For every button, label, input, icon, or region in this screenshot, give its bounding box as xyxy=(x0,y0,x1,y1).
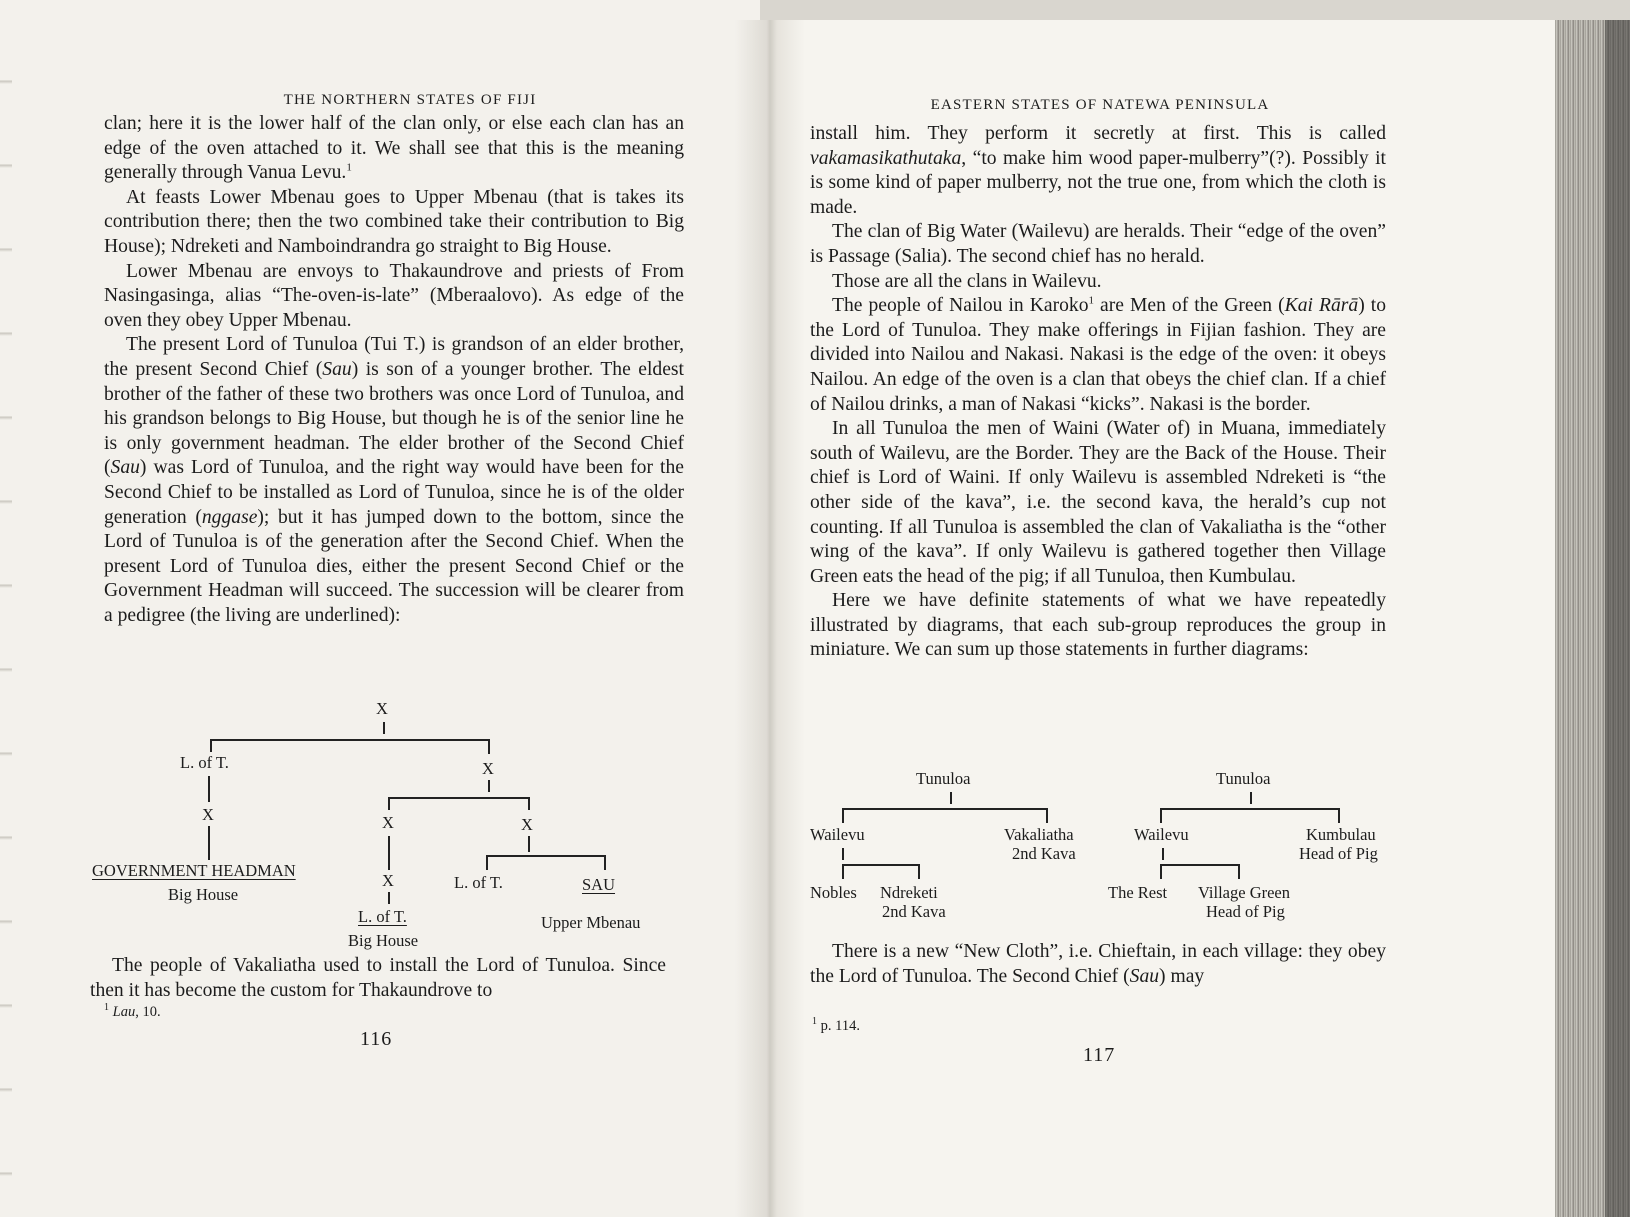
left-text-column-bottom xyxy=(90,954,666,1003)
right-p7-b: ) may xyxy=(1159,965,1205,987)
diagram-a-line xyxy=(950,792,952,804)
right-paragraph-4 xyxy=(810,294,1386,417)
left-running-head: THE NORTHERN STATES OF FIJI xyxy=(283,92,537,108)
pedigree-line xyxy=(208,776,210,802)
right-p4-kai-rara: Kai Rārā xyxy=(1284,295,1359,317)
right-footnote-mark: 1 xyxy=(812,1016,817,1028)
right-paragraph-2: The clan of Big Water (Wailevu) are heralds. Their “edge of the oven” is Passage (Salia). The second chief has no herald. xyxy=(810,221,1386,267)
left-paragraph-2: At feasts Lower Mbenau goes to Upper Mbenau (that is takes its contribution there; then the two combined take their contribution to Big House); Ndreketi and Namboindrandra go straight to Big House. xyxy=(104,186,684,257)
diagram-b-line xyxy=(1162,848,1164,860)
pedigree-line xyxy=(210,739,490,741)
pedigree-x-right-1: X xyxy=(482,759,494,778)
diagram-a-line xyxy=(842,865,844,879)
left-paragraph-4 xyxy=(104,333,684,628)
right-p4-a: The people of Nailou in Karoko xyxy=(832,295,1089,317)
diagram-b-line xyxy=(1160,809,1162,823)
pedigree-line xyxy=(388,798,390,810)
diagram-a-line xyxy=(842,808,1048,810)
left-p4-sau-2: Sau xyxy=(110,457,140,479)
left-footnote-ref: Lau xyxy=(112,1004,136,1020)
page-edges-shadow xyxy=(1605,20,1630,1217)
pedigree-sau-upper-mbenau: Upper Mbenau xyxy=(541,913,641,932)
pedigree-line xyxy=(388,797,530,799)
right-text-column xyxy=(810,122,1386,663)
diagram-a-top: Tunuloa xyxy=(916,769,971,788)
left-p4-sau-1: Sau xyxy=(322,358,352,380)
pedigree-top-x: X xyxy=(376,699,388,718)
right-p1-a: install him. They perform it secretly at first. This is called xyxy=(810,123,1386,144)
diagram-b-right-sub: Head of Pig xyxy=(1299,844,1378,863)
diagram-a-left: Wailevu xyxy=(810,825,865,844)
pedigree-x-left-2: X xyxy=(202,805,214,824)
diagram-a-line xyxy=(918,865,920,879)
right-footnote xyxy=(812,1018,860,1035)
diagram-a-bottom-left: Nobles xyxy=(810,883,857,902)
book-gutter xyxy=(735,20,805,1217)
pedigree-x-mid: X xyxy=(382,813,394,832)
left-p1-text: clan; here it is the lower half of the clan only, or else each clan has an edge of the oven attached to it. We shall see that this is the meaning generally through Vanua Levu. xyxy=(104,113,684,184)
left-p4-a: The present Lord of Tunuloa (Tui T.) is grandson of an elder brother, the present Second Chief ( xyxy=(104,334,684,380)
pedigree-x-right-2: X xyxy=(521,815,533,834)
right-paragraph-7 xyxy=(810,940,1386,989)
right-p4-b: are Men of the Green ( xyxy=(1094,295,1285,317)
right-paragraph-5: In all Tunuloa the men of Waini (Water of) in Muana, immediately south of Wailevu, are the Border. They are the Back of the House. Their chief is Lord of Waini. If only Wailevu is assembled Ndreketi is “the other side of the kava”, i.e. the second kava, the herald’s cup not counting. If all Tunuloa is assembled the clan of Vakaliatha is the “other wing of the kava”. If only Wailevu is gathered together then Village Green eats the head of the pig; if all Tunuloa, then Kumbulau. xyxy=(810,418,1386,587)
right-p1-b: , “to make him wood paper-mulberry”(?). Possibly it is some kind of paper mulberry, not the true one, from which the cloth is made. xyxy=(810,147,1386,218)
right-p1-word: vakamasikathutaka xyxy=(810,147,962,169)
diagram-b-left: Wailevu xyxy=(1134,825,1189,844)
diagram-a-bottom-right: Ndreketi xyxy=(880,883,938,902)
diagram-b-line xyxy=(1160,808,1340,810)
right-paragraph-1 xyxy=(810,122,1386,220)
diagram-b-line xyxy=(1238,865,1240,879)
diagram-b-right: Kumbulau xyxy=(1306,825,1376,844)
right-paragraph-3: Those are all the clans in Wailevu. xyxy=(832,270,1102,292)
left-p4-b: ) is son of a younger brother. The eldest brother of the father of these two brothers was once Lord of Tunuloa, and his grandson belongs to Big House, but though he is of the senior line he is only government headman. The elder brother of the Second Chief ( xyxy=(104,358,684,479)
diagram-b-line xyxy=(1160,864,1240,866)
pedigree-line xyxy=(528,798,530,810)
pedigree-line xyxy=(486,855,606,857)
pedigree-line xyxy=(488,740,490,754)
pedigree-gov-big-house: Big House xyxy=(168,885,239,904)
right-page-number: 117 xyxy=(1083,1044,1116,1066)
pedigree-line xyxy=(210,740,212,752)
right-p4-c: ) to the Lord of Tunuloa. They make offerings in Fijian fashion. They are divided into Nailou and Nakasi. Nakasi is the edge of the oven: it obeys Nailou. An edge of the oven is a clan that obeys the chief clan. If a chief of Nailou drinks, a man of Nakasi “kicks”. Nakasi is the border. xyxy=(810,295,1386,415)
pedigree-line xyxy=(604,856,606,870)
diagram-a-bottom-right-sub: 2nd Kava xyxy=(882,902,946,921)
left-p1-note: 1 xyxy=(346,161,352,174)
pedigree-sau: SAU xyxy=(582,875,616,894)
diagram-b-bottom-right-sub: Head of Pig xyxy=(1206,902,1285,921)
diagram-b-bottom-left: The Rest xyxy=(1108,883,1168,902)
diagram-a-right: Vakaliatha xyxy=(1004,825,1074,844)
pedigree-lord-big-house: Big House xyxy=(348,931,419,950)
pedigree-line xyxy=(388,836,390,870)
diagram-a-line xyxy=(1046,809,1048,823)
right-p4-note: 1 xyxy=(1088,294,1094,307)
pedigree-line xyxy=(528,836,530,852)
pedigree-line xyxy=(208,826,210,860)
pedigree-lord-3: L. of T. xyxy=(454,873,503,892)
right-text-column-bottom xyxy=(810,940,1386,989)
right-p7-sau: Sau xyxy=(1129,965,1160,987)
pedigree-line xyxy=(486,856,488,870)
diagram-a-right-sub: 2nd Kava xyxy=(1012,844,1076,863)
left-p4-nggase: nggase xyxy=(201,506,258,528)
pedigree-line xyxy=(388,892,390,904)
right-p7-a: There is a new “New Cloth”, i.e. Chieftain, in each village: they obey the Lord of Tunuloa. The Second Chief ( xyxy=(810,941,1386,987)
diagram-b-line xyxy=(1338,809,1340,823)
left-edge-marks xyxy=(0,0,12,1217)
diagram-b-line xyxy=(1160,865,1162,879)
pedigree-lord-living: L. of T. xyxy=(358,907,407,926)
left-page-number: 116 xyxy=(360,1028,393,1050)
left-text-column xyxy=(104,112,684,628)
diagram-b-top: Tunuloa xyxy=(1216,769,1271,788)
diagram-a-line xyxy=(842,864,920,866)
pedigree-line xyxy=(488,780,490,792)
left-p4-d: ); but it has jumped down to the bottom, since the Lord of Tunuloa is of the generation after the Second Chief. When the present Lord of Tunuloa dies, either the present Second Chief or the Government Headman will succeed. The succession will be clearer from a pedigree (the living are underlined): xyxy=(104,506,684,626)
left-paragraph-1 xyxy=(104,112,684,186)
right-footnote-text: p. 114. xyxy=(820,1018,860,1034)
left-footnote-rest: , 10. xyxy=(135,1004,161,1020)
pedigree-lord-1: L. of T. xyxy=(180,753,229,772)
left-p4-c: ) was Lord of Tunuloa, and the right way would have been for the Second Chief to be installed as Lord of Tunuloa, since he is of the older generation ( xyxy=(104,457,684,528)
pedigree-line xyxy=(383,722,385,734)
diagram-a-line xyxy=(842,848,844,860)
pedigree-government-headman: GOVERNMENT HEADMAN xyxy=(92,861,296,880)
left-footnote xyxy=(104,1004,161,1021)
left-paragraph-3: Lower Mbenau are envoys to Thakaundrove and priests of From Nasingasinga, alias “The-oven-is-late” (Mberaalovo). As edge of the oven they obey Upper Mbenau. xyxy=(104,260,684,331)
left-paragraph-5: The people of Vakaliatha used to install the Lord of Tunuloa. Since then it has become the custom for Thakaundrove to xyxy=(90,955,666,1001)
diagram-b-bottom-right: Village Green xyxy=(1198,883,1291,902)
right-running-head: EASTERN STATES OF NATEWA PENINSULA xyxy=(930,97,1270,113)
pedigree-x-mid-2: X xyxy=(382,871,394,890)
left-footnote-mark: 1 xyxy=(104,1002,109,1014)
diagram-a-line xyxy=(842,809,844,823)
right-paragraph-6: Here we have definite statements of what we have repeatedly illustrated by diagrams, that each sub-group reproduces the group in miniature. We can sum up those statements in further diagrams: xyxy=(810,590,1386,661)
diagram-b-line xyxy=(1250,792,1252,804)
